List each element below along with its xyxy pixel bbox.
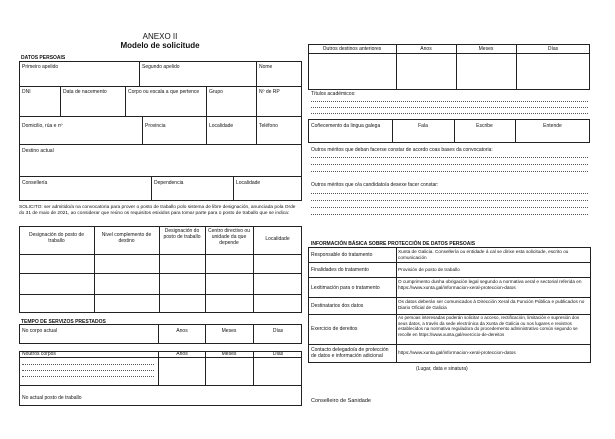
- privacy-value-4: As persoas interesadas poderán solicitar o acceso, rectificación, limitación e supresión dos seus datos, a través da sede electrónica da Xunta de Galicia ou nos lugares e rexistros establecidos na normativa reguladora do procedemento administrativo común segundo se recolle en https://www.xunta.gal/exercicio-de-dereitos: [398, 315, 580, 337]
- current-body-days: Días: [272, 328, 284, 334]
- second-surname-field[interactable]: Segundo apelido: [142, 64, 180, 70]
- privacy-label-4: Exercicio de dereitos: [311, 326, 358, 332]
- merits-candidate-label: Outros méritos que o/a candidato/a desexe facer constar:: [311, 182, 439, 188]
- privacy-label-0: Responsable do tratamento: [311, 252, 373, 258]
- addressee: Conselleiro de Sanidade: [311, 398, 371, 404]
- posts-header-center: Centro directivo ou unidade da que depende: [208, 228, 250, 246]
- privacy-value-0: Xunta de Galicia. Consellería ou entidade á cal se dirixe esta solicitude, escrito ou comunicación: [398, 249, 569, 260]
- privacy-label-5: Contacto delegado/a de protección de datos e información adicional: [311, 347, 389, 359]
- current-body-box: [19, 324, 302, 344]
- service-time-title: TEMPO DE SERVIZOS PRESTADOS: [21, 319, 106, 325]
- birthdate-field[interactable]: Data de nacemento: [63, 89, 107, 95]
- previous-months: Meses: [478, 46, 494, 52]
- body-scale-field[interactable]: Corpo ou escala a que pertence: [128, 89, 200, 95]
- current-body-years: Anos: [176, 328, 188, 334]
- group-field[interactable]: Grupo: [209, 89, 223, 95]
- merits-call-label: Outros méritos que deban facerse constar de acordo coas bases da convocatoria:: [311, 147, 493, 153]
- annex-label: ANEXO II: [142, 32, 178, 41]
- privacy-value-2: O cumprimento dunha obrigación legal segundo a normativa xeral e sectorial referida en https://www.xunta.gal/informacion-xeral-proteccion-datos: [398, 279, 582, 290]
- privacy-value-1: Provisión de posto de traballo: [398, 267, 460, 272]
- current-post-label: No actual posto de traballo: [22, 395, 82, 401]
- department-field[interactable]: Consellería: [22, 180, 48, 186]
- locality-field[interactable]: Localidade: [209, 123, 234, 129]
- posts-header-locality: Localidade: [265, 236, 290, 242]
- rp-number-field[interactable]: Nº de RP: [259, 89, 280, 95]
- degrees-label: Títulos académicos:: [311, 91, 356, 97]
- current-destination-field[interactable]: Destino actual: [22, 148, 54, 154]
- galician-language-label: Coñecemento da lingua galega: [311, 123, 381, 129]
- personal-data-title: DATOS PERSOAIS: [21, 55, 66, 61]
- galician-understands[interactable]: Entende: [543, 123, 562, 129]
- first-surname-field[interactable]: Primeiro apelido: [22, 64, 59, 70]
- privacy-label-3: Destinatarios dos datos: [311, 303, 364, 309]
- dni-field[interactable]: DNI: [22, 89, 31, 95]
- dependency-field[interactable]: Dependencia: [154, 180, 184, 186]
- previous-years: Anos: [420, 46, 432, 52]
- place-date-signature: (Lugar, data e sinatura): [416, 366, 468, 372]
- posts-header-designation: Designación do posto de traballo: [28, 232, 85, 244]
- destination-locality-field[interactable]: Localidade: [236, 180, 261, 186]
- posts-header-post: Designación do posto de traballo: [163, 228, 201, 240]
- other-bodies-years: Anos: [176, 351, 188, 357]
- previous-destinations-label: Outros destinos anteriores: [322, 46, 382, 52]
- privacy-label-2: Lexitimación para o tratamento: [311, 285, 380, 291]
- posts-header-level: Nivel complemento de destino: [101, 232, 152, 244]
- privacy-value-3: Os datos deberán ser comunicados á Dirección Xeral da Función Pública e publicados no Diario Oficial de Galicia: [398, 299, 585, 310]
- other-bodies-months: Meses: [221, 351, 237, 357]
- request-statement: SOLICITO: ser admitido/a na convocatoria para prover o posto de traballo polo sistema de libre designación, anunciada pola Orde do 31 de maio de 2021, ao considerar que reúno os requisitos esixidos para tomar parte para o posto de traballo que se indica:: [19, 205, 296, 216]
- other-bodies-label: Noutros corpos: [22, 351, 56, 357]
- page-title: Modelo de solicitude: [120, 41, 200, 50]
- current-body-label: No corpo actual: [22, 328, 58, 334]
- province-field[interactable]: Provincia: [145, 123, 166, 129]
- galician-speaks[interactable]: Fala: [418, 123, 428, 129]
- address-field[interactable]: Domicilio, rúa e nº: [22, 123, 63, 129]
- privacy-title: INFORMACIÓN BÁSICA SOBRE PROTECCIÓN DE DATOS PERSOAIS: [311, 241, 476, 247]
- galician-writes[interactable]: Escribe: [476, 123, 493, 129]
- privacy-label-1: Finalidades do tratamento: [311, 267, 369, 273]
- name-field[interactable]: Nome: [259, 64, 273, 70]
- previous-days: Días: [547, 46, 559, 52]
- phone-field[interactable]: Teléfono: [259, 123, 278, 129]
- current-body-months: Meses: [221, 328, 237, 334]
- privacy-value-5[interactable]: https://www.xunta.gal/informacion-xeral-proteccion-datos: [398, 350, 516, 355]
- other-bodies-days: Días: [272, 351, 284, 357]
